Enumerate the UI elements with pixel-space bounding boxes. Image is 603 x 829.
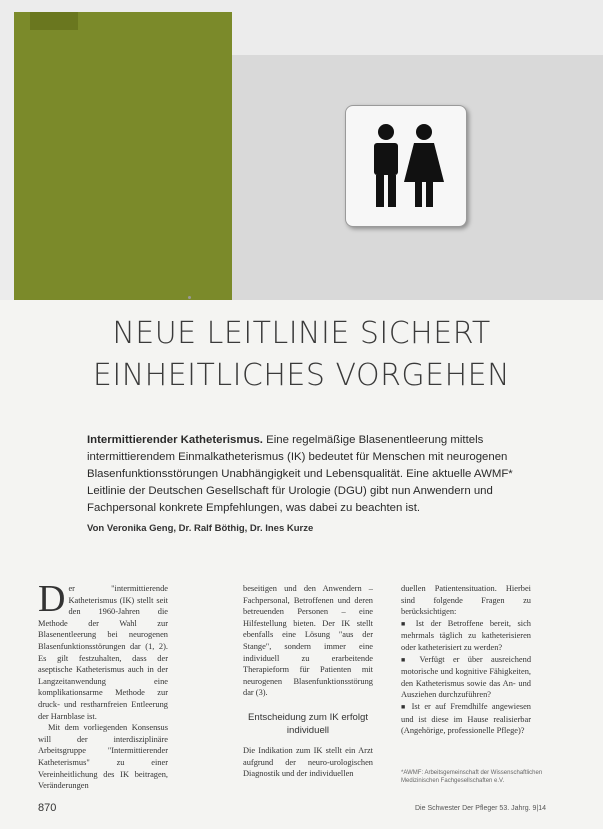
article-lead	[87, 432, 527, 517]
decorative-dot	[188, 296, 191, 299]
lead-text: Eine regelmäßige Blasenentleerung mittels intermittierendem Einmalkatheterismus (IK) bedeutet für Menschen mit neurogenen Blasenfunktionsstörungen Unabhängigkeit und Lebensqualität. Eine aktuelle AWMF* Leitlinie der Deutschen Gesellschaft für Urologie (DGU) gibt nun Anwendern und Fachpersonal konkrete Empfehlungen, was dabei zu beachten ist.	[87, 434, 513, 514]
hero-green-tab	[30, 12, 78, 30]
page-number: 870	[38, 802, 57, 814]
col1-paragraph-2: Mit dem vorliegenden Konsensus will der interdisziplinäre Arbeitsgruppe "Intermittierender Katheterismus" zu einer Vereinheitlichung des IK beitragen, Veränderungen	[38, 723, 168, 791]
col1-paragraph: er "intermittierende Katheterismus (IK) stellt seit den 1960-Jahren die Methode der Wahl zur Blasenentleerung bei neurogenen Blasenfunktionsstörungen dar (1, 2). Es gilt festzuhalten, dass der aseptische Katheterismus auch in der Langzeitanwendung eine komplikationsarme Methode zur druck- und restharnfreien Entleerung der Harnblase ist.	[38, 584, 168, 721]
hero-green-block	[14, 12, 232, 300]
col2-subheading: Entscheidung zum IK erfolgt individuell	[248, 711, 368, 736]
journal-footer: Die Schwester Der Pfleger 53. Jahrg. 9|14	[415, 805, 546, 812]
column-3	[401, 583, 531, 737]
hero-image	[0, 0, 603, 300]
column-2	[243, 583, 373, 780]
article-title-line1: NEUE LEITLINIE SICHERT	[112, 316, 491, 351]
col3-bullet: ■ Verfügt er über ausreichend motorische und kognitive Fähigkeiten, den Katheterismus sowie das An- und Ausziehen durchzuführen?	[401, 654, 531, 701]
col3-bullet: ■ Ist der Betroffene bereit, sich mehrmals täglich zu katheterisieren oder katheterisiert zu werden?	[401, 618, 531, 654]
article-title-line2: EINHEITLICHES VORGEHEN	[92, 358, 511, 393]
restroom-sign-icon	[345, 105, 467, 227]
footnote: *AWMF: Arbeitsgemeinschaft der Wissenschaftlichen Medizinischen Fachgesellschaften e.V.	[401, 770, 543, 784]
col2-paragraph-2: Die Indikation zum IK stellt ein Arzt aufgrund der neuro-urologischen Diagnostik und der individuellen	[243, 745, 373, 779]
byline: Von Veronika Geng, Dr. Ralf Böthig, Dr. Ines Kurze	[87, 523, 314, 534]
col3-paragraph: duellen Patientensituation. Hierbei sind folgende Fragen zu berücksichtigen:	[401, 584, 531, 617]
dropcap: D	[38, 578, 66, 620]
column-1	[38, 578, 168, 792]
col2-paragraph: beseitigen und den Anwendern – Fachpersonal, Betroffenen und deren betreuenden Personen – eine Hilfestellung bieten. Der IK stellt ebenfalls eine Lösung "aus der Stange", sondern immer eine individuell zu erarbeitende Therapieform für Patienten mit neurogenen Blasenfunktionsstörung dar (3).	[243, 584, 373, 698]
lead-bold: Intermittierender Katheterismus.	[87, 434, 263, 446]
col3-bullet: ■ Ist er auf Fremdhilfe angewiesen und ist diese im Hause realisierbar (Angehörige, professionelle Pflege)?	[401, 701, 531, 737]
